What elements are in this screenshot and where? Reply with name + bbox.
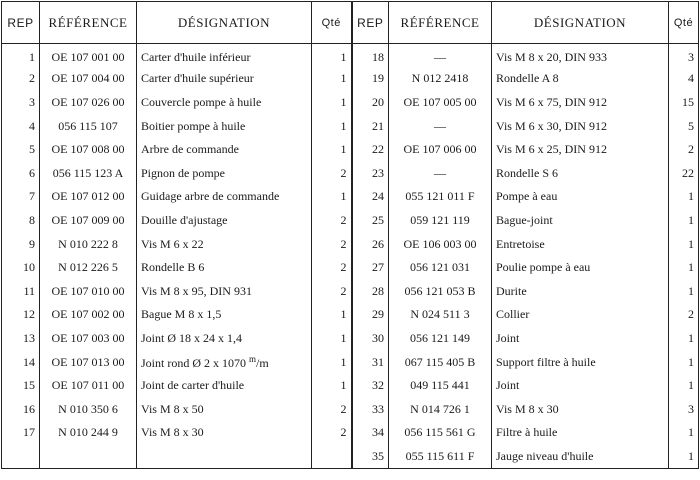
right-qte-cell: 4 (669, 67, 699, 91)
right-designation-cell: Filtre à huile (492, 421, 669, 445)
right-designation-cell: Vis M 8 x 30 (492, 397, 669, 421)
left-designation-cell: Boitier pompe à huile (137, 114, 312, 138)
right-qte-cell: 2 (669, 138, 699, 162)
left-rep-cell: 15 (2, 374, 40, 398)
right-reference-cell: 056 121 053 B (389, 279, 492, 303)
left-designation-cell: Carter d'huile inférieur (137, 44, 312, 68)
table-row (2, 209, 699, 233)
right-designation-cell: Rondelle A 8 (492, 67, 669, 91)
right-rep-cell: 20 (352, 91, 389, 115)
left-reference-cell: OE 107 003 00 (40, 327, 137, 351)
right-rep-cell: 22 (352, 138, 389, 162)
table-header (2, 2, 699, 44)
header-designation-right: DÉSIGNATION (492, 2, 669, 44)
right-designation-cell: Jauge niveau d'huile (492, 445, 669, 469)
left-qte-cell: 2 (312, 232, 352, 256)
right-reference-cell: 067 115 405 B (389, 350, 492, 374)
table-row (2, 421, 699, 445)
table-row (2, 91, 699, 115)
right-qte-cell: 1 (669, 232, 699, 256)
right-reference-cell: N 024 511 3 (389, 303, 492, 327)
left-reference-cell: OE 107 004 00 (40, 67, 137, 91)
right-designation-cell: Vis M 6 x 30, DIN 912 (492, 114, 669, 138)
header-reference-right: RÉFÉRENCE (389, 2, 492, 44)
left-designation-cell: Vis M 8 x 50 (137, 397, 312, 421)
table-row (2, 185, 699, 209)
right-qte-cell: 1 (669, 185, 699, 209)
left-designation-cell: Joint de carter d'huile (137, 374, 312, 398)
left-rep-cell: 7 (2, 185, 40, 209)
left-qte-cell: 1 (312, 67, 352, 91)
table-row (2, 114, 699, 138)
left-qte-cell: 1 (312, 114, 352, 138)
left-qte-cell: 1 (312, 91, 352, 115)
table-row (2, 445, 699, 469)
left-qte-cell: 1 (312, 350, 352, 374)
right-rep-cell: 23 (352, 161, 389, 185)
left-designation-cell: Vis M 8 x 30 (137, 421, 312, 445)
right-designation-cell: Durite (492, 279, 669, 303)
left-reference-cell: N 010 350 6 (40, 397, 137, 421)
left-designation-cell: Douille d'ajustage (137, 209, 312, 233)
table-row (2, 327, 699, 351)
left-qte-cell: 2 (312, 161, 352, 185)
left-designation-cell: Joint Ø 18 x 24 x 1,4 (137, 327, 312, 351)
right-qte-cell: 1 (669, 445, 699, 469)
table-row (2, 161, 699, 185)
right-rep-cell: 21 (352, 114, 389, 138)
left-rep-cell: 9 (2, 232, 40, 256)
left-designation-cell: Pignon de pompe (137, 161, 312, 185)
left-rep-cell: 2 (2, 67, 40, 91)
right-reference-cell: 059 121 119 (389, 209, 492, 233)
right-rep-cell: 18 (352, 44, 389, 68)
right-reference-cell: — (389, 44, 492, 68)
left-qte-cell: 1 (312, 303, 352, 327)
left-reference-cell: 056 115 107 (40, 114, 137, 138)
left-reference-cell: OE 107 012 00 (40, 185, 137, 209)
right-rep-cell: 19 (352, 67, 389, 91)
left-qte-cell: 1 (312, 44, 352, 68)
right-qte-cell: 5 (669, 114, 699, 138)
right-qte-cell: 22 (669, 161, 699, 185)
left-reference-cell: OE 107 010 00 (40, 279, 137, 303)
right-rep-cell: 29 (352, 303, 389, 327)
right-reference-cell: — (389, 114, 492, 138)
right-designation-cell: Rondelle S 6 (492, 161, 669, 185)
table-row (2, 374, 699, 398)
right-qte-cell: 1 (669, 279, 699, 303)
header-rep-left: REP (2, 2, 40, 44)
right-rep-cell: 33 (352, 397, 389, 421)
left-reference-cell: OE 107 001 00 (40, 44, 137, 68)
right-qte-cell: 15 (669, 91, 699, 115)
left-qte-cell: 2 (312, 421, 352, 445)
left-reference-cell: OE 107 009 00 (40, 209, 137, 233)
left-rep-cell: 6 (2, 161, 40, 185)
header-qte-right: Qté (669, 2, 699, 44)
left-designation-cell: Rondelle B 6 (137, 256, 312, 280)
right-reference-cell: 056 121 149 (389, 327, 492, 351)
right-reference-cell: — (389, 161, 492, 185)
right-designation-cell: Poulie pompe à eau (492, 256, 669, 280)
left-qte-cell: 1 (312, 374, 352, 398)
right-reference-cell: 049 115 441 (389, 374, 492, 398)
right-rep-cell: 24 (352, 185, 389, 209)
left-designation-cell: Carter d'huile supérieur (137, 67, 312, 91)
left-qte-cell: 1 (312, 327, 352, 351)
table-row (2, 67, 699, 91)
left-rep-cell: 14 (2, 350, 40, 374)
table-row (2, 138, 699, 162)
left-designation-cell: Vis M 6 x 22 (137, 232, 312, 256)
right-designation-cell: Pompe à eau (492, 185, 669, 209)
right-designation-cell: Joint (492, 327, 669, 351)
left-reference-cell: N 012 226 5 (40, 256, 137, 280)
left-reference-cell: OE 107 011 00 (40, 374, 137, 398)
right-reference-cell: OE 106 003 00 (389, 232, 492, 256)
left-qte-cell: 1 (312, 185, 352, 209)
left-designation-cell: Joint rond Ø 2 x 1070 $^m$/m (137, 350, 312, 374)
right-qte-cell: 3 (669, 397, 699, 421)
right-qte-cell: 3 (669, 44, 699, 68)
right-reference-cell: 056 121 031 (389, 256, 492, 280)
right-rep-cell: 25 (352, 209, 389, 233)
right-designation-cell: Vis M 6 x 25, DIN 912 (492, 138, 669, 162)
table-row (2, 303, 699, 327)
left-reference-cell: OE 107 002 00 (40, 303, 137, 327)
right-rep-cell: 32 (352, 374, 389, 398)
right-designation-cell: Joint (492, 374, 669, 398)
right-designation-cell: Support filtre à huile (492, 350, 669, 374)
table-row (2, 397, 699, 421)
right-rep-cell: 31 (352, 350, 389, 374)
right-qte-cell: 1 (669, 209, 699, 233)
right-designation-cell: Vis M 8 x 20, DIN 933 (492, 44, 669, 68)
right-designation-cell: Vis M 6 x 75, DIN 912 (492, 91, 669, 115)
right-reference-cell: N 012 2418 (389, 67, 492, 91)
left-rep-cell: 17 (2, 421, 40, 445)
right-rep-cell: 34 (352, 421, 389, 445)
right-qte-cell: 2 (669, 303, 699, 327)
right-qte-cell: 1 (669, 350, 699, 374)
left-designation-cell: Couvercle pompe à huile (137, 91, 312, 115)
left-rep-cell: 8 (2, 209, 40, 233)
left-qte-cell: 2 (312, 209, 352, 233)
right-reference-cell: OE 107 005 00 (389, 91, 492, 115)
right-qte-cell: 1 (669, 327, 699, 351)
left-rep-cell: 10 (2, 256, 40, 280)
right-reference-cell: N 014 726 1 (389, 397, 492, 421)
header-reference-left: RÉFÉRENCE (40, 2, 137, 44)
left-designation-cell (137, 445, 312, 469)
left-rep-cell: 5 (2, 138, 40, 162)
right-reference-cell: 055 115 611 F (389, 445, 492, 469)
right-reference-cell: OE 107 006 00 (389, 138, 492, 162)
right-reference-cell: 055 121 011 F (389, 185, 492, 209)
right-designation-cell: Collier (492, 303, 669, 327)
left-reference-cell (40, 445, 137, 469)
right-qte-cell: 1 (669, 374, 699, 398)
left-rep-cell: 3 (2, 91, 40, 115)
right-rep-cell: 26 (352, 232, 389, 256)
left-reference-cell: OE 107 013 00 (40, 350, 137, 374)
table-row (2, 232, 699, 256)
right-rep-cell: 30 (352, 327, 389, 351)
left-qte-cell (312, 445, 352, 469)
right-qte-cell: 1 (669, 256, 699, 280)
left-qte-cell: 2 (312, 397, 352, 421)
left-rep-cell: 11 (2, 279, 40, 303)
left-qte-cell: 2 (312, 256, 352, 280)
header-rep-right: REP (352, 2, 389, 44)
left-rep-cell: 16 (2, 397, 40, 421)
header-designation-left: DÉSIGNATION (137, 2, 312, 44)
left-rep-cell: 4 (2, 114, 40, 138)
table-row (2, 44, 699, 68)
right-rep-cell: 28 (352, 279, 389, 303)
header-qte-left: Qté (312, 2, 352, 44)
parts-table (1, 1, 699, 469)
left-designation-cell: Vis M 8 x 95, DIN 931 (137, 279, 312, 303)
right-designation-cell: Entretoise (492, 232, 669, 256)
table-row (2, 279, 699, 303)
left-designation-cell: Arbre de commande (137, 138, 312, 162)
right-rep-cell: 35 (352, 445, 389, 469)
right-rep-cell: 27 (352, 256, 389, 280)
left-reference-cell: N 010 244 9 (40, 421, 137, 445)
table-body (2, 44, 699, 469)
table-row (2, 256, 699, 280)
left-reference-cell: N 010 222 8 (40, 232, 137, 256)
table-row (2, 350, 699, 374)
left-reference-cell: OE 107 026 00 (40, 91, 137, 115)
left-rep-cell (2, 445, 40, 469)
left-qte-cell: 1 (312, 138, 352, 162)
left-designation-cell: Guidage arbre de commande (137, 185, 312, 209)
left-rep-cell: 1 (2, 44, 40, 68)
right-designation-cell: Bague-joint (492, 209, 669, 233)
right-reference-cell: 056 115 561 G (389, 421, 492, 445)
left-reference-cell: 056 115 123 A (40, 161, 137, 185)
left-rep-cell: 13 (2, 327, 40, 351)
left-reference-cell: OE 107 008 00 (40, 138, 137, 162)
left-qte-cell: 2 (312, 279, 352, 303)
right-qte-cell: 1 (669, 421, 699, 445)
left-designation-cell: Bague M 8 x 1,5 (137, 303, 312, 327)
left-rep-cell: 12 (2, 303, 40, 327)
